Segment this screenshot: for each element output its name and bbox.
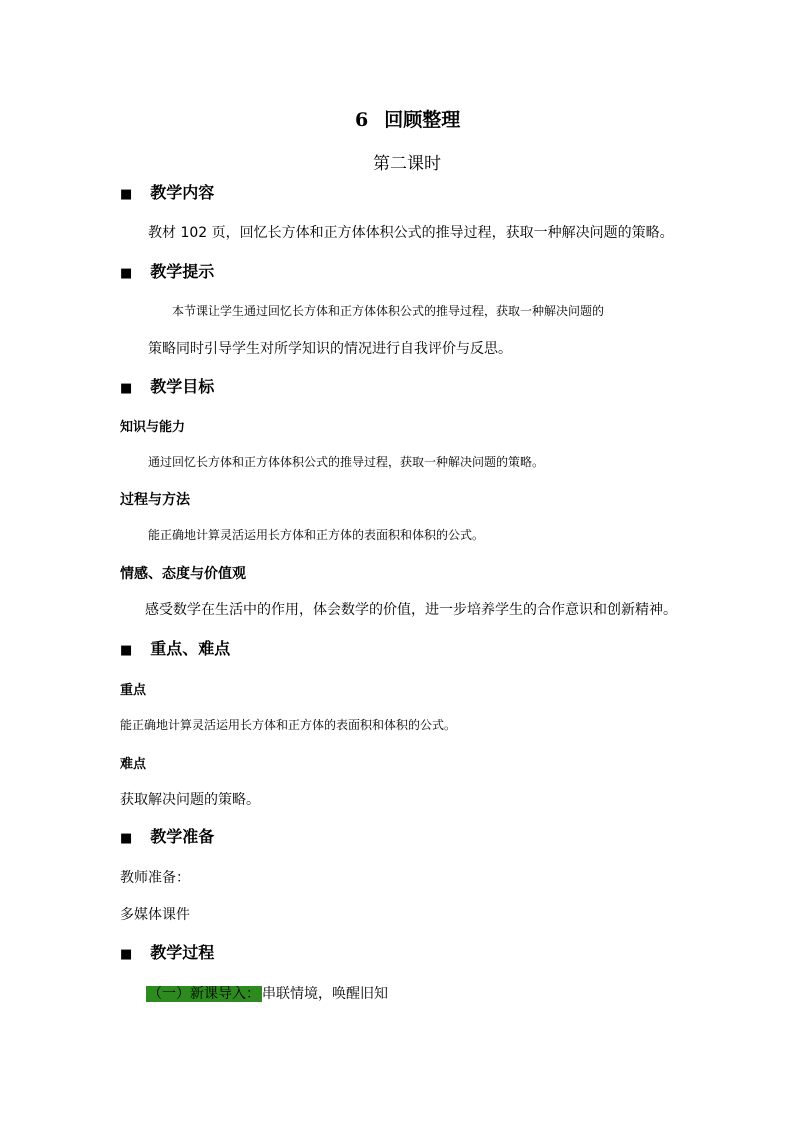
- bullet-square-icon: ■: [120, 381, 133, 396]
- key-label: 重点: [120, 683, 147, 698]
- hint-text-line2: 策略同时引导学生对所学知识的情况进行自我评价与反思。: [148, 341, 512, 357]
- teacher-prep-text: 多媒体课件: [120, 907, 190, 923]
- page-subtitle: 第二课时: [373, 154, 441, 174]
- knowledge-text: 通过回忆长方体和正方体体积公式的推导过程，获取一种解决问题的策略。: [148, 455, 545, 469]
- emotion-text: 感受数学在生活中的作用，体会数学的价值，进一步培养学生的合作意识和创新精神。: [145, 602, 677, 618]
- bullet-square-icon: ■: [120, 187, 133, 202]
- content-text: 教材 102 页，回忆长方体和正方体体积公式的推导过程，获取一种解决问题的策略。: [148, 225, 674, 241]
- bullet-square-icon: ■: [120, 831, 133, 846]
- step-label-highlight: （一）新课导入：: [148, 986, 260, 1002]
- bullet-square-icon: ■: [120, 643, 133, 658]
- bullet-square-icon: ■: [120, 947, 133, 962]
- hint-text-line1: 本节课让学生通过回忆长方体和正方体体积公式的推导过程，获取一种解决问题的: [172, 304, 605, 318]
- section-heading-prep: [120, 824, 214, 847]
- teacher-prep-label: 教师准备：: [120, 870, 190, 886]
- process-label: 过程与方法: [120, 492, 190, 508]
- difficulty-label: 难点: [120, 757, 147, 772]
- section-heading-key: [120, 636, 230, 659]
- heading-text: 重点、难点: [150, 639, 231, 658]
- heading-text: 教学目标: [150, 377, 215, 396]
- heading-text: 教学内容: [150, 183, 215, 202]
- heading-text: 教学过程: [150, 943, 215, 962]
- process-step-1: [146, 983, 388, 1003]
- section-heading-process: [120, 940, 214, 963]
- knowledge-label: 知识与能力: [120, 420, 186, 435]
- process-text: 能正确地计算灵活运用长方体和正方体的表面积和体积的公式。: [148, 528, 485, 542]
- emotion-label: 情感、态度与价值观: [120, 566, 246, 582]
- bullet-square-icon: ■: [120, 266, 133, 281]
- key-text: 能正确地计算灵活运用长方体和正方体的表面积和体积的公式。: [120, 718, 457, 732]
- section-heading-content: [120, 180, 214, 203]
- step-text: 串联情境，唤醒旧知: [262, 986, 388, 1002]
- title-number: 6: [355, 109, 369, 131]
- heading-text: 教学准备: [150, 827, 215, 846]
- title-text: 回顾整理: [384, 109, 461, 131]
- heading-text: 教学提示: [150, 262, 215, 281]
- difficulty-text: 获取解决问题的策略。: [120, 792, 260, 808]
- section-heading-hint: [120, 259, 214, 282]
- page-title: [355, 105, 460, 132]
- section-heading-goals: [120, 374, 214, 397]
